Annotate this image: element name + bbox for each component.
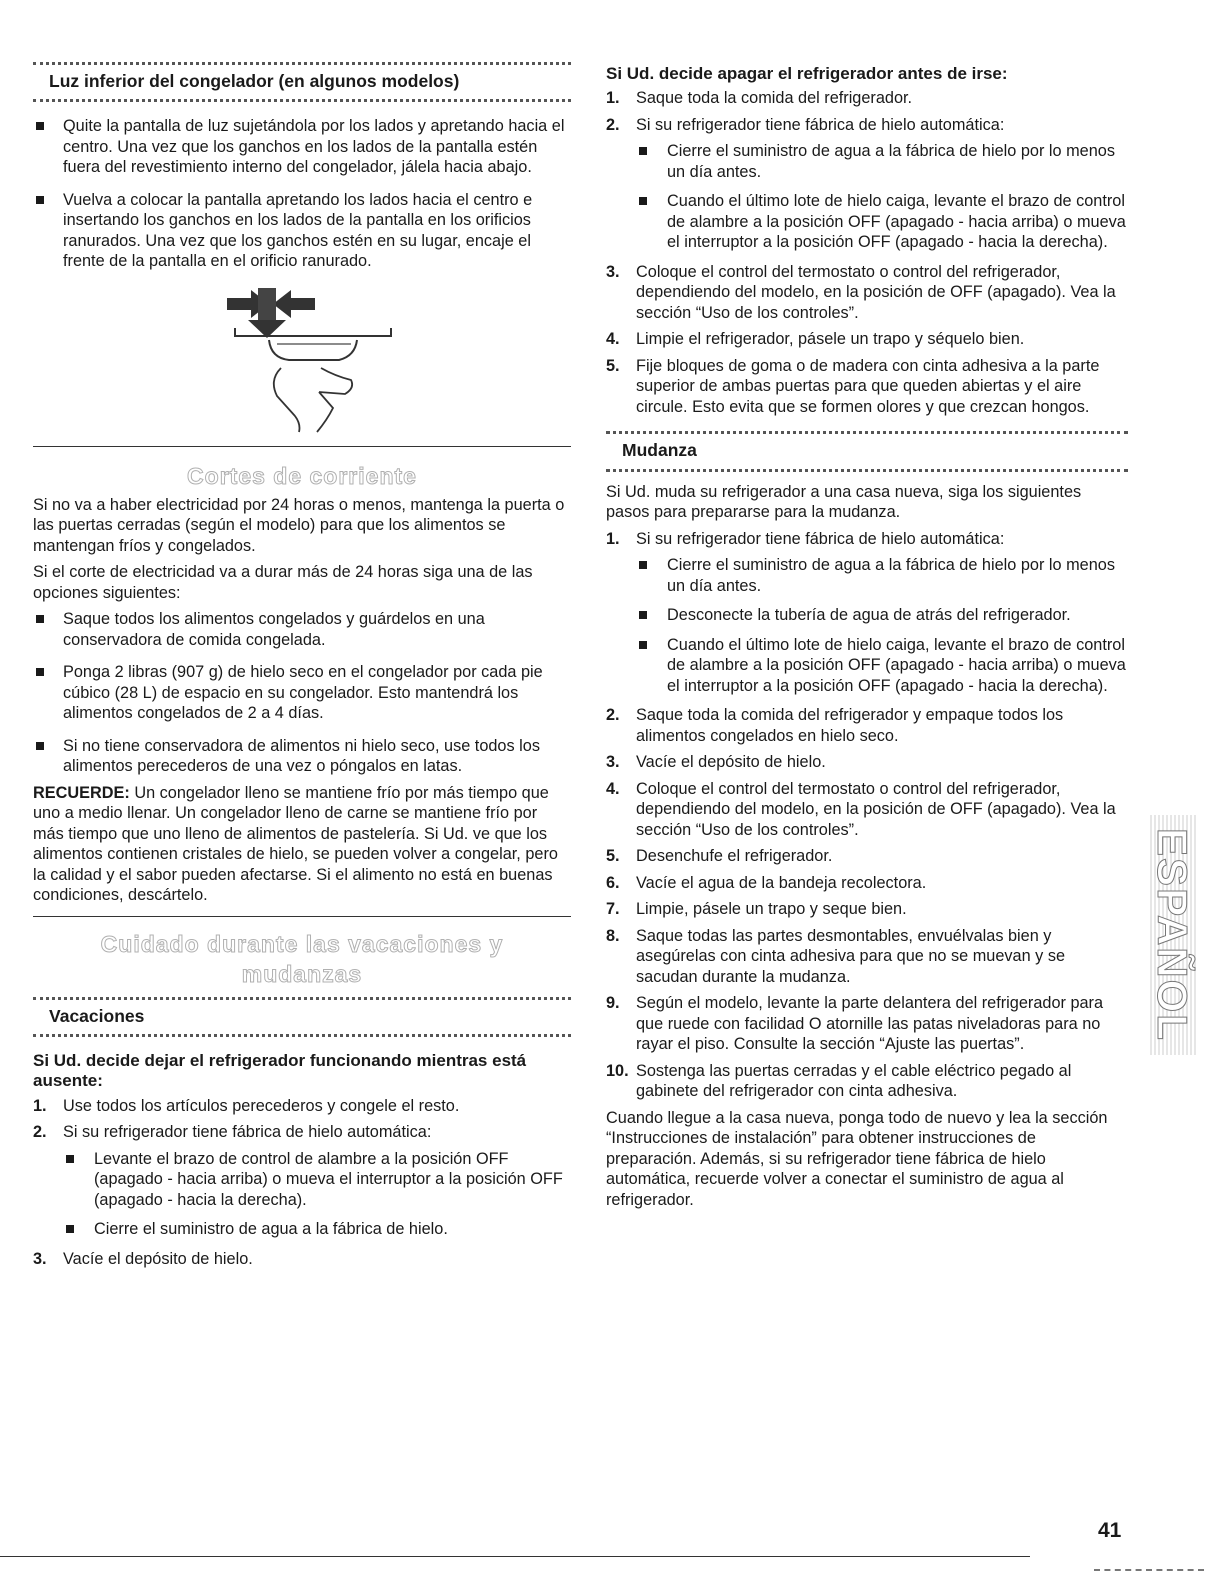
step-text: Vacíe el agua de la bandeja recolectora. bbox=[636, 873, 927, 892]
step-text: Saque toda la comida del refrigerador y empaque todos los alimentos congelados en hielo seco. bbox=[636, 706, 1064, 745]
section-heading-vacaciones: Vacaciones bbox=[49, 1005, 145, 1026]
section-title-cortes: Cortes de corriente bbox=[187, 462, 417, 489]
numbered-step: 2. Si su refrigerador tiene fábrica de hielo automática: bbox=[33, 1123, 432, 1142]
footer-rule bbox=[0, 1556, 1030, 1557]
numbered-step: 9. Según el modelo, levante la parte delantera del refrigerador para que ruede con facilidad O atornille las patas niveladoras para no rayar el piso. Consulte la sección “Ajuste las puertas”. bbox=[606, 994, 1104, 1054]
numbered-step: 2. Saque toda la comida del refrigerador y empaque todos los alimentos congelados en hielo seco. bbox=[606, 706, 1064, 745]
list-item: Desconecte la tubería de agua de atrás del refrigerador. bbox=[606, 605, 1128, 626]
numbered-step: 3. Vacíe el depósito de hielo. bbox=[33, 1249, 253, 1268]
numbered-step: 1. Si su refrigerador tiene fábrica de hielo automática: bbox=[606, 529, 1005, 548]
list-item: Cierre el suministro de agua a la fábrica de hielo por lo menos un día antes. bbox=[606, 141, 1128, 182]
remember-label: RECUERDE: bbox=[33, 783, 130, 802]
list-item: Si no tiene conservadora de alimentos ni hielo seco, use todos los alimentos perecederos de una vez o póngalos en latas. bbox=[33, 736, 571, 777]
step-text: Si su refrigerador tiene fábrica de hielo automática: bbox=[636, 115, 1005, 134]
numbered-step: 10. Sostenga las puertas cerradas y el cable eléctrico pegado al gabinete del refrigerador con cinta adhesiva. bbox=[606, 1061, 1072, 1101]
step-text: Coloque el control del termostato o control del refrigerador, dependiendo del modelo, en la posición de OFF (apagado). Vea la sección “Uso de los controles”. bbox=[636, 779, 1116, 839]
section-heading-luz: Luz inferior del congelador (en algunos modelos) bbox=[49, 71, 460, 91]
list-item: Cuando el último lote de hielo caiga, levante el brazo de control de alambre a la posición OFF (apagado - hacia arriba) o mueva el interruptor a la posición OFF (apagado - hacia la derecha). bbox=[606, 191, 1128, 253]
numbered-step: 1. Use todos los artículos perecederos y congele el resto. bbox=[33, 1096, 460, 1115]
page-number: 41 bbox=[1098, 1519, 1122, 1542]
remember-note bbox=[33, 783, 571, 906]
step-text: Saque todas las partes desmontables, envuélvalas bien y asegúrelas con cinta adhesiva para que no se muevan y se sacudan durante la mudanza. bbox=[636, 926, 1066, 986]
step-text: Vacíe el depósito de hielo. bbox=[636, 753, 826, 772]
list-item: Cuando el último lote de hielo caiga, levante el brazo de control de alambre a la posición OFF (apagado - hacia arriba) o mueva el interruptor a la posición OFF (apagado - hacia la derecha). bbox=[606, 635, 1128, 697]
left-column bbox=[33, 62, 571, 1275]
numbered-step: 4. Coloque el control del termostato o control del refrigerador, dependiendo del modelo, en la posición de OFF (apagado). Vea la sección “Uso de los controles”. bbox=[606, 779, 1116, 839]
light-shield-illustration bbox=[33, 284, 571, 444]
step-text: Coloque el control del termostato o control del refrigerador, dependiendo del modelo, en la posición de OFF (apagado). Vea la sección “Uso de los controles”. bbox=[636, 262, 1116, 322]
list-item: Quite la pantalla de luz sujetándola por los lados y apretando hacia el centro. Una vez que los ganchos en los lados de la pantalla estén fuera del revestimiento interno del congelador, jálela hacia abajo. bbox=[33, 116, 571, 178]
remember-text: Un congelador lleno se mantiene frío por más tiempo que uno a medio llenar. Un congelador lleno de carne se mantiene frío por más tiempo que uno lleno de alimentos de pastelería. Si Ud. ve que los alimentos contienen cristales de hielo, se pueden volver a congelar, pero la calidad y el sabor pueden afectarse. Si el alimento no está en buenas condiciones, descártelo. bbox=[33, 783, 558, 905]
list-item: Cierre el suministro de agua a la fábrica de hielo por lo menos un día antes. bbox=[606, 555, 1128, 596]
paragraph: Si Ud. muda su refrigerador a una casa nueva, siga los siguientes pasos para prepararse para la mudanza. bbox=[606, 482, 1082, 522]
numbered-step: 7. Limpie, pásele un trapo y seque bien. bbox=[606, 900, 907, 919]
subheading-dejar: Si Ud. decide dejar el refrigerador funcionando mientras está ausente: bbox=[33, 1050, 527, 1091]
step-text: Use todos los artículos perecederos y congele el resto. bbox=[63, 1096, 460, 1115]
divider bbox=[33, 1034, 571, 1037]
paragraph: Si el corte de electricidad va a durar más de 24 horas siga una de las opciones siguientes: bbox=[33, 563, 533, 602]
language-tab-label: ESPAÑOL bbox=[1149, 828, 1196, 1042]
numbered-step: 4. Limpie el refrigerador, pásele un trapo y séquelo bien. bbox=[606, 330, 1025, 349]
language-tab bbox=[1148, 815, 1196, 1055]
step-text: Según el modelo, levante la parte delantera del refrigerador para que ruede con facilidad O atornille las patas niveladoras para no rayar el piso. Consulte la sección “Ajuste las puertas”. bbox=[636, 994, 1104, 1054]
arrow-left-icon bbox=[273, 290, 315, 318]
numbered-step: 3. Vacíe el depósito de hielo. bbox=[606, 753, 826, 772]
list-item: Levante el brazo de control de alambre a la posición OFF (apagado - hacia arriba) o mueva el interruptor a la posición OFF (apagado - hacia la derecha). bbox=[33, 1149, 571, 1211]
subheading-apagar: Si Ud. decide apagar el refrigerador antes de irse: bbox=[606, 64, 1008, 83]
numbered-step: 5. Desenchufe el refrigerador. bbox=[606, 847, 833, 866]
step-text: Saque toda la comida del refrigerador. bbox=[636, 89, 913, 108]
section-title-cuidado: Cuidado durante las vacaciones y mudanzas bbox=[100, 930, 504, 987]
list-item: Cierre el suministro de agua a la fábrica de hielo. bbox=[33, 1219, 571, 1240]
step-text: Si su refrigerador tiene fábrica de hielo automática: bbox=[636, 529, 1005, 548]
footer-dash bbox=[1094, 1569, 1204, 1571]
numbered-step: 5. Fije bloques de goma o de madera con cinta adhesiva a la parte superior de ambas puertas para que queden abiertas y el aire circule. Esto evita que se formen olores y que crezcan hongos. bbox=[606, 356, 1100, 416]
paragraph: Si no va a haber electricidad por 24 horas o menos, mantenga la puerta o las puertas cerradas (según el modelo) para que los alimentos se mantengan fríos y congelados. bbox=[33, 495, 565, 555]
list-item: Ponga 2 libras (907 g) de hielo seco en el congelador por cada pie cúbico (28 L) de espacio en su congelador. Esto mantendrá los alimentos congelados de 2 a 4 días. bbox=[33, 662, 571, 724]
step-text: Fije bloques de goma o de madera con cinta adhesiva a la parte superior de ambas puertas para que queden abiertas y el aire circule. Esto evita que se formen olores y que crezcan hongos. bbox=[636, 356, 1100, 416]
paragraph: Cuando llegue a la casa nueva, ponga todo de nuevo y lea la sección “Instrucciones de instalación” para obtener instrucciones de preparación. Además, si su refrigerador tiene fábrica de hielo automática, recuerde volver a conectar el suministro de agua al refrigerador. bbox=[606, 1108, 1108, 1209]
list-item: Vuelva a colocar la pantalla apretando los lados hacia el centro e insertando los ganchos en los lados de la pantalla en los orificios ranurados. Una vez que los ganchos estén en su lugar, encaje el frente de la pantalla en el orificio ranurado. bbox=[33, 190, 571, 272]
numbered-step: 8. Saque todas las partes desmontables, envuélvalas bien y asegúrelas con cinta adhesiva para que no se muevan y se sacudan durante la mudanza. bbox=[606, 926, 1066, 986]
step-text: Limpie el refrigerador, pásele un trapo y séquelo bien. bbox=[636, 330, 1025, 349]
right-column bbox=[606, 62, 1128, 1216]
step-text: Vacíe el depósito de hielo. bbox=[63, 1249, 253, 1268]
step-text: Desenchufe el refrigerador. bbox=[636, 847, 833, 866]
numbered-step: 6. Vacíe el agua de la bandeja recolectora. bbox=[606, 873, 927, 892]
numbered-step: 2. Si su refrigerador tiene fábrica de hielo automática: bbox=[606, 115, 1005, 134]
list-item: Saque todos los alimentos congelados y guárdelos en una conservadora de comida congelada. bbox=[33, 609, 571, 650]
step-text: Si su refrigerador tiene fábrica de hielo automática: bbox=[63, 1123, 432, 1142]
section-heading-mudanza: Mudanza bbox=[622, 440, 697, 461]
numbered-step: 3. Coloque el control del termostato o control del refrigerador, dependiendo del modelo, en la posición de OFF (apagado). Vea la sección “Uso de los controles”. bbox=[606, 262, 1116, 322]
step-text: Sostenga las puertas cerradas y el cable eléctrico pegado al gabinete del refrigerador con cinta adhesiva. bbox=[636, 1061, 1072, 1101]
step-text: Limpie, pásele un trapo y seque bien. bbox=[636, 900, 907, 919]
numbered-step: 1. Saque toda la comida del refrigerador. bbox=[606, 89, 913, 108]
